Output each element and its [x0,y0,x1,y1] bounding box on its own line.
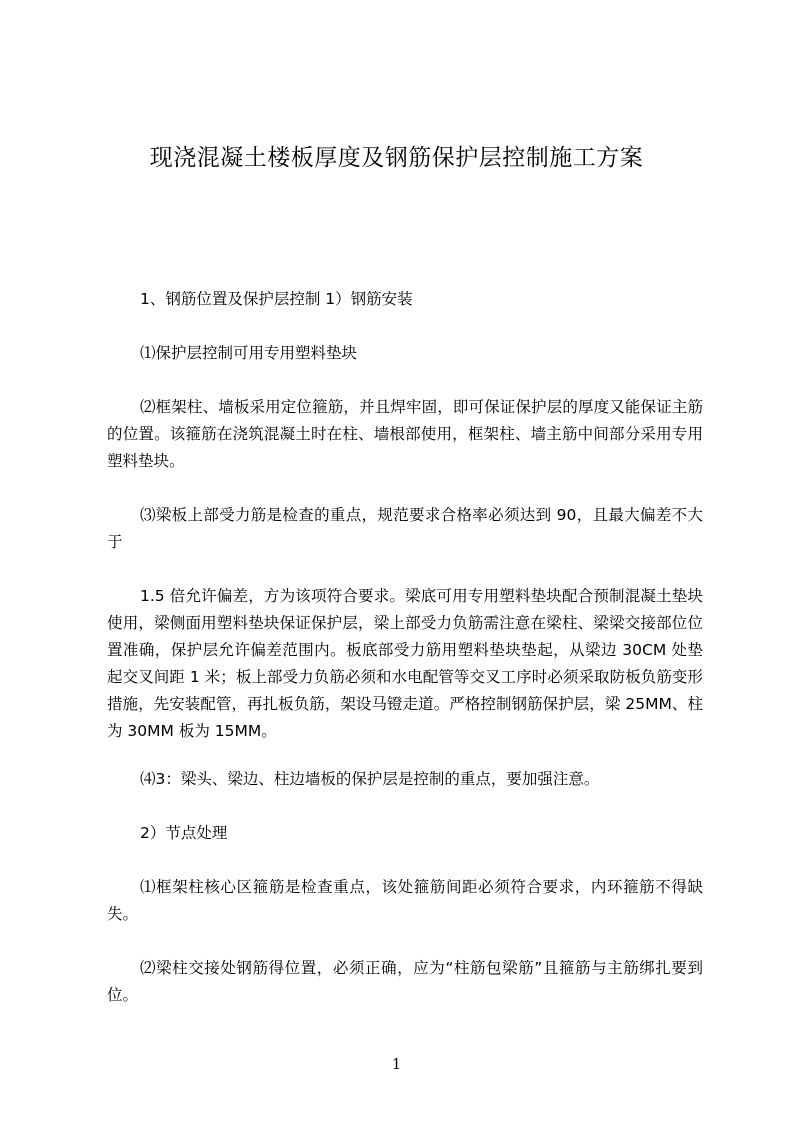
paragraph-tolerance: 1.5 倍允许偏差，方为该项符合要求。梁底可用专用塑料垫块配合预制混凝土垫块使用，梁侧面用塑料垫块保证保护层，梁上部受力负筋需注意在梁柱、梁梁交接部位位置准确，保护层允许偏差范围内。板底部受力筋用塑料垫块垫起，从梁边 30CM 处垫起交叉间距 1 米；板上部受力负筋必须和水电配管等交叉工序时必须采取防板负筋变形措施，先安装配管，再扎板负筋，架设马镫走道。严格控制钢筋保护层，梁 25MM、柱为 30MM 板为 15MM。 [107,587,703,740]
paragraph-beam-column-joint: ⑵梁柱交接处钢筋得位置，必须正确，应为“柱筋包梁筋”且箍筋与主筋绑扎要到位。 [107,959,703,1004]
paragraph-key-points: ⑷3：梁头、梁边、柱边墙板的保护层是控制的重点，要加强注意。 [140,770,600,788]
paragraph-core-stirrup: ⑴框架柱核心区箍筋是检查重点，该处箍筋间距必须符合要求，内环箍筋不得缺失。 [107,878,703,923]
paragraph-section-1-heading: 1、钢筋位置及保护层控制 1）钢筋安装 [140,290,413,308]
paragraph-protection-layer: ⑴保护层控制可用专用塑料垫块 [140,344,358,362]
paragraph-frame-column: ⑵框架柱、墙板采用定位箍筋，并且焊牢固，即可保证保护层的厚度又能保证主筋的位置。该箍筋在浇筑混凝土时在柱、墙根部使用，框架柱、墙主筋中间部分采用专用塑料垫块。 [107,398,703,470]
paragraph-beam-slab-rebar: ⑶梁板上部受力筋是检查的重点，规范要求合格率必须达到 90，且最大偏差不大于 [107,506,703,551]
page-number: 1 [391,1055,402,1073]
paragraph-node-heading: 2）节点处理 [140,824,228,842]
document-title: 现浇混凝土楼板厚度及钢筋保护层控制施工方案 [149,145,644,171]
